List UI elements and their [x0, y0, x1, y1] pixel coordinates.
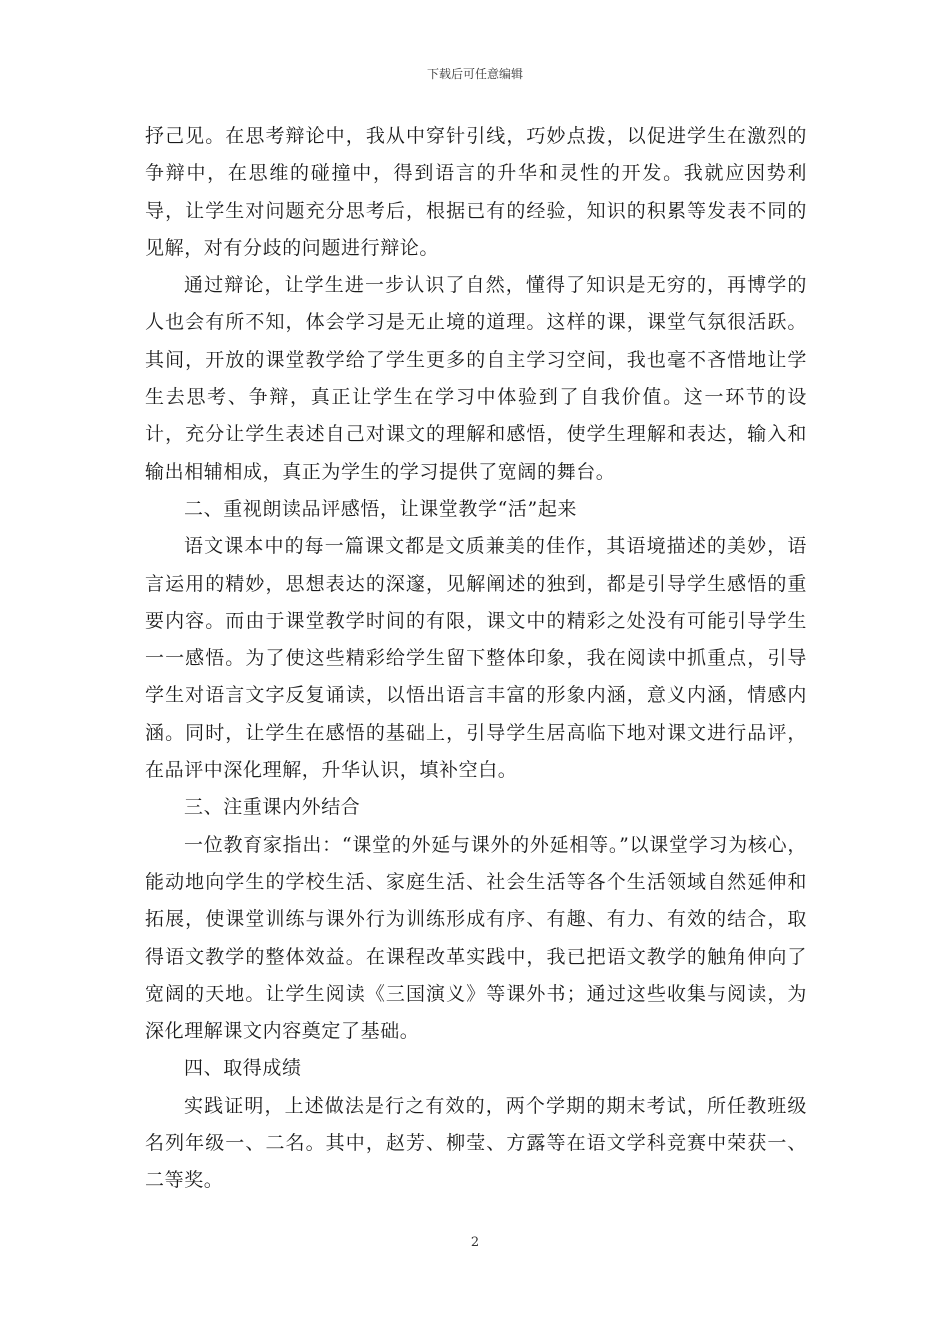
paragraph-results: 实践证明，上述做法是行之有效的，两个学期的期末考试，所任教班级名列年级一、二名。其中，赵芳、柳莹、方露等在语文学科竞赛中荣获一、二等奖。: [145, 1094, 807, 1192]
section-heading-integration: 三、注重课内外结合: [184, 796, 361, 819]
document-body: [145, 118, 807, 1200]
paragraph-integration: 一位教育家指出：“课堂的外延与课外的外延相等。”以课堂学习为核心，能动地向学生的学校生活、家庭生活、社会生活等各个生活领域自然延伸和拓展，使课堂训练与课外行为训练形成有序、有趣、有力、有效的结合，取得语文教学的整体效益。在课程改革实践中，我已把语文教学的触角伸向了宽阔的天地。让学生阅读《三国演义》等课外书；通过这些收集与阅读，为深化理解课文内容奠定了基础。: [145, 833, 807, 1043]
paragraph-continuation: 抒己见。在思考辩论中，我从中穿针引线，巧妙点拨，以促进学生在激烈的争辩中，在思维的碰撞中，得到语言的升华和灵性的开发。我就应因势利导，让学生对问题充分思考后，根据已有的经验，知识的积累等发表不同的见解，对有分歧的问题进行辩论。: [145, 125, 807, 259]
paragraph-debate-outcome: 通过辩论，让学生进一步认识了自然，懂得了知识是无穷的，再博学的人也会有所不知，体会学习是无止境的道理。这样的课，课堂气氛很活跃。其间，开放的课堂教学给了学生更多的自主学习空间，我也毫不吝惜地让学生去思考、争辩，真正让学生在学习中体验到了自我价值。这一环节的设计，充分让学生表述自己对课文的理解和感悟，使学生理解和表达，输入和输出相辅相成，真正为学生的学习提供了宽阔的舞台。: [145, 274, 807, 483]
section-heading-reading: 二、重视朗读品评感悟，让课堂教学“活”起来: [184, 497, 578, 520]
page-number: 2: [470, 1235, 480, 1250]
paragraph-reading: 语文课本中的每一篇课文都是文质兼美的佳作，其语境描述的美妙，语言运用的精妙，思想表达的深邃，见解阐述的独到，都是引导学生感悟的重要内容。而由于课堂教学时间的有限，课文中的精彩之处没有可能引导学生一一感悟。为了使这些精彩给学生留下整体印象，我在阅读中抓重点，引导学生对语言文字反复诵读，以悟出语言丰富的形象内涵，意义内涵，情感内涵。同时，让学生在感悟的基础上，引导学生居高临下地对课文进行品评，在品评中深化理解，升华认识，填补空白。: [145, 535, 807, 782]
section-heading-results: 四、取得成绩: [184, 1057, 302, 1080]
page-header: 下载后可任意编辑: [426, 67, 523, 81]
